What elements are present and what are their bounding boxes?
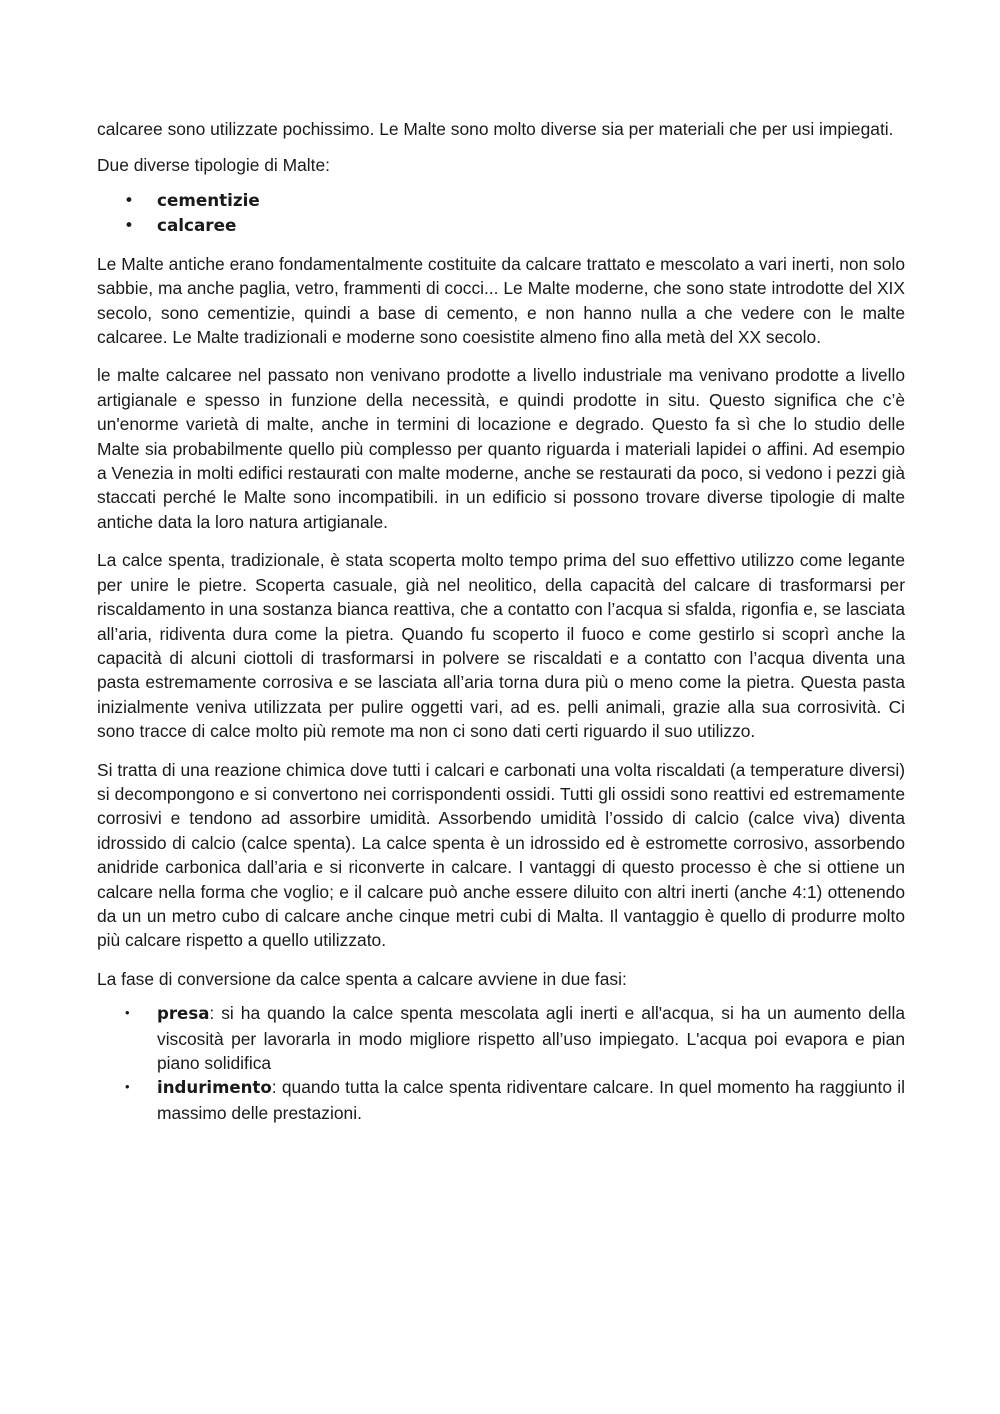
paragraph-intro: calcaree sono utilizzate pochissimo. Le Malte sono molto diverse sia per materiali che per usi impiegati. bbox=[97, 119, 894, 139]
paragraph-ancient-mortars: Le Malte antiche erano fondamentalmente costituite da calcare trattato e mescolato a vari inerti, non solo sabbie, ma anche paglia, vetro, frammenti di cocci... Le Malte moderne, che sono state introdotte del XIX secolo, sono cementizie, quindi a base di cemento, e non hanno nulla a che vedere con le malte calcaree. Le Malte tradizionali e moderne sono coesistite almeno fino alla metà del XX secolo. bbox=[97, 253, 905, 348]
list-item bbox=[97, 1001, 905, 1075]
paragraph-slaked-lime: La calce spenta, tradizionale, è stata scoperta molto tempo prima del suo effettivo utilizzo come legante per unire le pietre. Scoperta casuale, già nel neolitico, della capacità del calcare di trasformarsi per riscaldamento in una sostanza bianca reattiva, che a contatto con l’acqua si sfalda, rigonfia e, se lasciata all’aria, ridiventa dura come la pietra. Quando fu scoperto il fuoco e come gestirlo si scoprì anche la capacità di alcuni ciottoli di trasformarsi in polvere se riscaldati e a contatto con l’acqua diventa una pasta estremamente corrosiva e se lasciata all’aria torna dura più o meno come la pietra. Questa pasta inizialmente veniva utilizzata per pulire oggetti vari, ad es. pelli animali, grazie alla sua corrosività. Ci sono tracce di calce molto più remote ma non ci sono dati certi riguardo il suo utilizzo. bbox=[97, 550, 905, 742]
list-item: • calcaree bbox=[97, 213, 905, 238]
paragraph-conversion-phases: La fase di conversione da calce spenta a calcare avviene in due fasi: bbox=[97, 968, 627, 989]
term-label: presa bbox=[157, 1004, 210, 1024]
paragraph-types-heading: Due diverse tipologie di Malte: bbox=[97, 155, 330, 176]
term-definition: : si ha quando la calce spenta mescolata agli inerti e all'acqua, si ha un aumento della viscosità per lavorarla in modo migliore rispetto all’uso impiegato. L'acqua poi evapora e pian piano solidifica bbox=[157, 1003, 905, 1073]
document-page bbox=[97, 117, 905, 1139]
list-item bbox=[97, 1075, 905, 1125]
conversion-phases-list bbox=[97, 1001, 905, 1125]
list-item: • cementizie bbox=[97, 188, 905, 213]
mortar-types-list bbox=[97, 188, 905, 238]
term-label: indurimento bbox=[157, 1078, 272, 1098]
term-definition: : quando tutta la calce spenta ridiventare calcare. In quel momento ha raggiunto il massimo delle prestazioni. bbox=[157, 1077, 905, 1123]
bullet-icon: • bbox=[125, 1079, 130, 1095]
bullet-icon: • bbox=[125, 1005, 130, 1021]
paragraph-lime-mortars-past: le malte calcaree nel passato non venivano prodotte a livello industriale ma venivano prodotte a livello artigianale e spesso in funzione della necessità, e quindi prodotte in situ. Questo significa che c’è un'enorme varietà di malte, anche in termini di locazione e degrado. Questo fa sì che lo studio delle Malte sia probabilmente quello più complesso per quanto riguarda i materiali lapidei o affini. Ad esempio a Venezia in molti edifici restaurati con malte moderne, anche se restaurati da poco, si vedono i pezzi già staccati perché le Malte sono incompatibili. in un edificio si possono trovare diverse tipologie di malte antiche data la loro natura artigianale. bbox=[97, 365, 905, 532]
paragraph-chemical-reaction: Si tratta di una reazione chimica dove tutti i calcari e carbonati una volta riscaldati (a temperature diversi) si decompongono e si convertono nei corrispondenti ossidi. Tutti gli ossidi sono reattivi ed estremamente corrosivi e tendono ad assorbire umidità. Assorbendo umidità l’ossido di calcio (calce viva) diventa idrossido di calcio (calce spenta). La calce spenta è un idrossido ed è estromette corrosivo, assorbendo anidride carbonica dall’aria e si riconverte in calcare. I vantaggi di questo processo è che si ottiene un calcare nella forma che voglio; e il calcare può anche essere diluito con altri inerti (anche 4:1) ottenendo da un un metro cubo di calcare anche cinque metri cubi di Malta. Il vantaggio è quello di produrre molto più calcare rispetto a quello utilizzato. bbox=[97, 759, 905, 951]
